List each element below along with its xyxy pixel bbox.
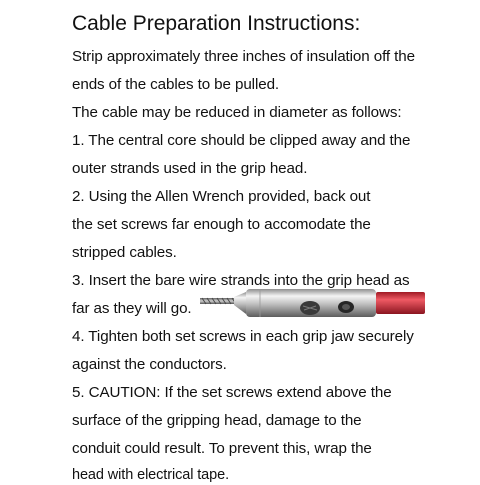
instruction-line: ends of the cables to be pulled. <box>72 76 280 93</box>
page-title: Cable Preparation Instructions: <box>72 12 361 35</box>
instruction-line: far as they will go. <box>72 300 192 317</box>
instruction-line: The cable may be reduced in diameter as follows: <box>72 104 402 121</box>
instruction-line: outer strands used in the grip head. <box>72 160 308 177</box>
instruction-line: 4. Tighten both set screws in each grip jaw securely <box>72 328 414 345</box>
wire-strands-icon <box>200 298 236 304</box>
instruction-line: 5. CAUTION: If the set screws extend above the <box>72 384 392 401</box>
instruction-line: 2. Using the Allen Wrench provided, back out <box>72 188 371 205</box>
instruction-line: Strip approximately three inches of insulation off the <box>72 48 415 65</box>
instruction-line: against the conductors. <box>72 356 227 373</box>
instruction-line: head with electrical tape. <box>72 467 229 483</box>
instruction-line: the set screws far enough to accomodate the <box>72 216 371 233</box>
instruction-line: stripped cables. <box>72 244 177 261</box>
instruction-line: conduit could result. To prevent this, wrap the <box>72 440 372 457</box>
cable-grip-image <box>200 283 425 323</box>
instruction-line: 3. Insert the bare wire strands into the grip head as <box>72 272 410 289</box>
instruction-line: 1. The central core should be clipped away and the <box>72 132 411 149</box>
instruction-line: surface of the gripping head, damage to the <box>72 412 362 429</box>
